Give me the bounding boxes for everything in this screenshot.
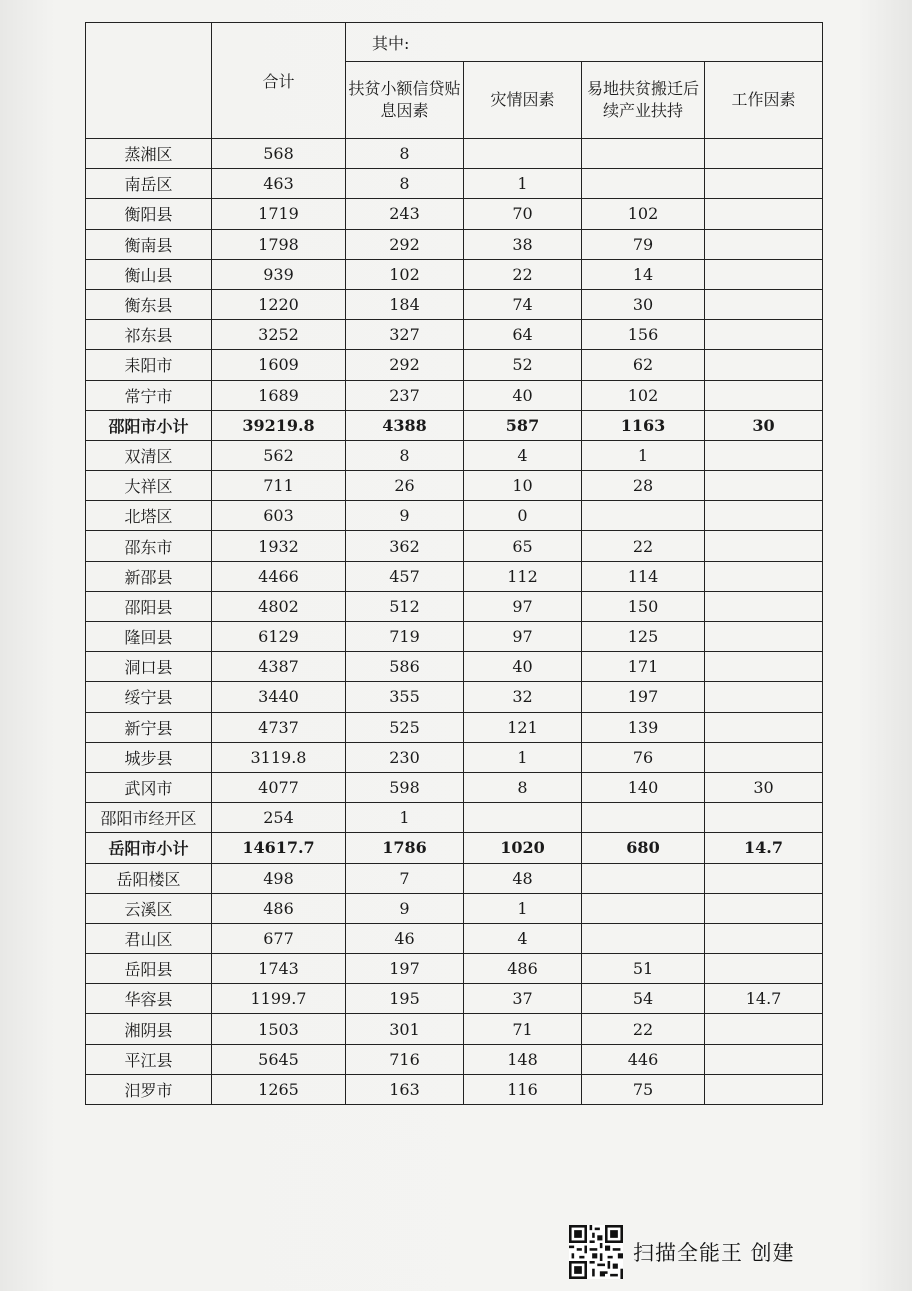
work-value xyxy=(705,1014,823,1044)
total-value: 1932 xyxy=(212,531,346,561)
microcredit-value: 8 xyxy=(346,169,464,199)
work-value xyxy=(705,440,823,470)
relocation-value: 156 xyxy=(582,320,705,350)
disaster-value: 40 xyxy=(464,652,582,682)
total-value: 6129 xyxy=(212,622,346,652)
disaster-value: 0 xyxy=(464,501,582,531)
relocation-value: 139 xyxy=(582,712,705,742)
work-value xyxy=(705,742,823,772)
disaster-value: 48 xyxy=(464,863,582,893)
header-col-relocation: 易地扶贫搬迁后续产业扶持 xyxy=(582,62,705,139)
region-name: 湘阴县 xyxy=(86,1014,212,1044)
disaster-value: 22 xyxy=(464,259,582,289)
work-value xyxy=(705,380,823,410)
disaster-value: 70 xyxy=(464,199,582,229)
total-value: 254 xyxy=(212,803,346,833)
region-name: 祁东县 xyxy=(86,320,212,350)
relocation-value xyxy=(582,803,705,833)
relocation-value: 1 xyxy=(582,440,705,470)
disaster-value: 71 xyxy=(464,1014,582,1044)
subtotal-row xyxy=(86,833,823,863)
total-value: 3252 xyxy=(212,320,346,350)
relocation-value: 140 xyxy=(582,772,705,802)
table-row xyxy=(86,1044,823,1074)
relocation-value: 125 xyxy=(582,622,705,652)
table-row xyxy=(86,169,823,199)
table-row xyxy=(86,501,823,531)
microcredit-value: 719 xyxy=(346,622,464,652)
microcredit-value: 716 xyxy=(346,1044,464,1074)
scanner-watermark xyxy=(569,1222,795,1282)
table-row xyxy=(86,350,823,380)
table-row xyxy=(86,531,823,561)
microcredit-value: 9 xyxy=(346,893,464,923)
relocation-value: 22 xyxy=(582,531,705,561)
relocation-value: 197 xyxy=(582,682,705,712)
region-name: 君山区 xyxy=(86,923,212,953)
region-name: 邵阳市经开区 xyxy=(86,803,212,833)
microcredit-value: 163 xyxy=(346,1074,464,1104)
disaster-value: 1 xyxy=(464,169,582,199)
region-name: 城步县 xyxy=(86,742,212,772)
total-value: 1265 xyxy=(212,1074,346,1104)
qr-code-icon xyxy=(569,1225,623,1279)
relocation-value: 150 xyxy=(582,591,705,621)
total-value: 4466 xyxy=(212,561,346,591)
relocation-value: 30 xyxy=(582,289,705,319)
watermark-text: 扫描全能王 创建 xyxy=(633,1241,795,1265)
relocation-value: 102 xyxy=(582,380,705,410)
microcredit-value: 362 xyxy=(346,531,464,561)
work-value xyxy=(705,1044,823,1074)
total-value: 568 xyxy=(212,139,346,169)
total-value: 1719 xyxy=(212,199,346,229)
header-region-cell xyxy=(86,23,212,139)
disaster-value: 587 xyxy=(464,410,582,440)
table-row xyxy=(86,652,823,682)
total-value: 486 xyxy=(212,893,346,923)
relocation-value: 79 xyxy=(582,229,705,259)
microcredit-value: 102 xyxy=(346,259,464,289)
relocation-value: 54 xyxy=(582,984,705,1014)
total-value: 5645 xyxy=(212,1044,346,1074)
total-value: 4387 xyxy=(212,652,346,682)
microcredit-value: 1786 xyxy=(346,833,464,863)
relocation-value: 14 xyxy=(582,259,705,289)
total-value: 562 xyxy=(212,440,346,470)
total-value: 14617.7 xyxy=(212,833,346,863)
disaster-value: 74 xyxy=(464,289,582,319)
disaster-value: 148 xyxy=(464,1044,582,1074)
disaster-value: 112 xyxy=(464,561,582,591)
region-name: 平江县 xyxy=(86,1044,212,1074)
microcredit-value: 8 xyxy=(346,139,464,169)
table-row xyxy=(86,893,823,923)
header-col-work: 工作因素 xyxy=(705,62,823,139)
table-row xyxy=(86,984,823,1014)
work-value xyxy=(705,712,823,742)
region-name: 汨罗市 xyxy=(86,1074,212,1104)
total-value: 4802 xyxy=(212,591,346,621)
disaster-value: 32 xyxy=(464,682,582,712)
work-value xyxy=(705,259,823,289)
work-value xyxy=(705,531,823,561)
disaster-value: 38 xyxy=(464,229,582,259)
relocation-value: 171 xyxy=(582,652,705,682)
relocation-value: 680 xyxy=(582,833,705,863)
region-name: 衡东县 xyxy=(86,289,212,319)
total-value: 939 xyxy=(212,259,346,289)
total-value: 1798 xyxy=(212,229,346,259)
region-name: 衡山县 xyxy=(86,259,212,289)
work-value xyxy=(705,289,823,319)
total-value: 603 xyxy=(212,501,346,531)
region-name: 蒸湘区 xyxy=(86,139,212,169)
table-row xyxy=(86,591,823,621)
disaster-value: 37 xyxy=(464,984,582,1014)
region-name: 云溪区 xyxy=(86,893,212,923)
work-value xyxy=(705,682,823,712)
table-row xyxy=(86,320,823,350)
region-name: 邵阳县 xyxy=(86,591,212,621)
total-value: 1503 xyxy=(212,1014,346,1044)
disaster-value: 1020 xyxy=(464,833,582,863)
microcredit-value: 292 xyxy=(346,229,464,259)
total-value: 3119.8 xyxy=(212,742,346,772)
microcredit-value: 457 xyxy=(346,561,464,591)
work-value xyxy=(705,501,823,531)
disaster-value: 97 xyxy=(464,622,582,652)
disaster-value: 97 xyxy=(464,591,582,621)
table-row xyxy=(86,139,823,169)
disaster-value: 121 xyxy=(464,712,582,742)
table-row xyxy=(86,772,823,802)
table-row xyxy=(86,471,823,501)
header-col-microcredit: 扶贫小额信贷贴息因素 xyxy=(346,62,464,139)
table-row xyxy=(86,289,823,319)
work-value: 30 xyxy=(705,772,823,802)
work-value xyxy=(705,591,823,621)
region-name: 双清区 xyxy=(86,440,212,470)
table-row xyxy=(86,803,823,833)
relocation-value: 75 xyxy=(582,1074,705,1104)
header-row-1 xyxy=(86,23,823,62)
region-name: 常宁市 xyxy=(86,380,212,410)
region-name: 绥宁县 xyxy=(86,682,212,712)
region-name: 南岳区 xyxy=(86,169,212,199)
microcredit-value: 7 xyxy=(346,863,464,893)
region-name: 岳阳市小计 xyxy=(86,833,212,863)
table-row xyxy=(86,1074,823,1104)
relocation-value xyxy=(582,139,705,169)
work-value xyxy=(705,169,823,199)
disaster-value: 8 xyxy=(464,772,582,802)
work-value: 14.7 xyxy=(705,984,823,1014)
work-value xyxy=(705,1074,823,1104)
table-row xyxy=(86,682,823,712)
table-row xyxy=(86,742,823,772)
work-value xyxy=(705,561,823,591)
region-name: 耒阳市 xyxy=(86,350,212,380)
microcredit-value: 237 xyxy=(346,380,464,410)
table-row xyxy=(86,380,823,410)
work-value xyxy=(705,229,823,259)
total-value: 1220 xyxy=(212,289,346,319)
relocation-value: 76 xyxy=(582,742,705,772)
relocation-value: 62 xyxy=(582,350,705,380)
header-qizhong: 其中: xyxy=(346,23,823,62)
region-name: 岳阳楼区 xyxy=(86,863,212,893)
region-name: 华容县 xyxy=(86,984,212,1014)
total-value: 39219.8 xyxy=(212,410,346,440)
total-value: 1609 xyxy=(212,350,346,380)
microcredit-value: 26 xyxy=(346,471,464,501)
work-value xyxy=(705,320,823,350)
total-value: 711 xyxy=(212,471,346,501)
microcredit-value: 525 xyxy=(346,712,464,742)
disaster-value: 64 xyxy=(464,320,582,350)
microcredit-value: 8 xyxy=(346,440,464,470)
work-value xyxy=(705,139,823,169)
total-value: 463 xyxy=(212,169,346,199)
header-total: 合计 xyxy=(212,23,346,139)
relocation-value: 114 xyxy=(582,561,705,591)
work-value xyxy=(705,803,823,833)
work-value xyxy=(705,652,823,682)
work-value xyxy=(705,863,823,893)
allocation-table xyxy=(85,22,823,1105)
region-name: 大祥区 xyxy=(86,471,212,501)
work-value xyxy=(705,893,823,923)
region-name: 武冈市 xyxy=(86,772,212,802)
relocation-value: 51 xyxy=(582,954,705,984)
microcredit-value: 230 xyxy=(346,742,464,772)
disaster-value: 40 xyxy=(464,380,582,410)
total-value: 1743 xyxy=(212,954,346,984)
relocation-value: 1163 xyxy=(582,410,705,440)
microcredit-value: 4388 xyxy=(346,410,464,440)
disaster-value: 486 xyxy=(464,954,582,984)
disaster-value: 4 xyxy=(464,440,582,470)
relocation-value xyxy=(582,863,705,893)
disaster-value xyxy=(464,139,582,169)
microcredit-value: 301 xyxy=(346,1014,464,1044)
region-name: 衡南县 xyxy=(86,229,212,259)
microcredit-value: 46 xyxy=(346,923,464,953)
microcredit-value: 586 xyxy=(346,652,464,682)
header-col-disaster: 灾情因素 xyxy=(464,62,582,139)
table-row xyxy=(86,1014,823,1044)
table-row xyxy=(86,561,823,591)
disaster-value xyxy=(464,803,582,833)
disaster-value: 1 xyxy=(464,893,582,923)
disaster-value: 1 xyxy=(464,742,582,772)
microcredit-value: 243 xyxy=(346,199,464,229)
disaster-value: 116 xyxy=(464,1074,582,1104)
region-name: 新宁县 xyxy=(86,712,212,742)
total-value: 4737 xyxy=(212,712,346,742)
relocation-value xyxy=(582,923,705,953)
region-name: 北塔区 xyxy=(86,501,212,531)
work-value: 30 xyxy=(705,410,823,440)
microcredit-value: 195 xyxy=(346,984,464,1014)
microcredit-value: 184 xyxy=(346,289,464,319)
disaster-value: 4 xyxy=(464,923,582,953)
microcredit-value: 1 xyxy=(346,803,464,833)
total-value: 1689 xyxy=(212,380,346,410)
region-name: 邵东市 xyxy=(86,531,212,561)
total-value: 1199.7 xyxy=(212,984,346,1014)
table-row xyxy=(86,923,823,953)
microcredit-value: 355 xyxy=(346,682,464,712)
work-value xyxy=(705,923,823,953)
work-value xyxy=(705,471,823,501)
disaster-value: 65 xyxy=(464,531,582,561)
work-value xyxy=(705,954,823,984)
region-name: 衡阳县 xyxy=(86,199,212,229)
table-row xyxy=(86,229,823,259)
disaster-value: 52 xyxy=(464,350,582,380)
work-value: 14.7 xyxy=(705,833,823,863)
relocation-value: 28 xyxy=(582,471,705,501)
microcredit-value: 292 xyxy=(346,350,464,380)
table-row xyxy=(86,863,823,893)
relocation-value: 102 xyxy=(582,199,705,229)
table-row xyxy=(86,954,823,984)
region-name: 洞口县 xyxy=(86,652,212,682)
table-row xyxy=(86,622,823,652)
table-row xyxy=(86,712,823,742)
work-value xyxy=(705,350,823,380)
table-row xyxy=(86,440,823,470)
microcredit-value: 512 xyxy=(346,591,464,621)
work-value xyxy=(705,199,823,229)
microcredit-value: 9 xyxy=(346,501,464,531)
relocation-value xyxy=(582,501,705,531)
microcredit-value: 327 xyxy=(346,320,464,350)
disaster-value: 10 xyxy=(464,471,582,501)
relocation-value xyxy=(582,169,705,199)
microcredit-value: 598 xyxy=(346,772,464,802)
relocation-value xyxy=(582,893,705,923)
region-name: 岳阳县 xyxy=(86,954,212,984)
relocation-value: 22 xyxy=(582,1014,705,1044)
total-value: 498 xyxy=(212,863,346,893)
region-name: 隆回县 xyxy=(86,622,212,652)
table-row xyxy=(86,259,823,289)
region-name: 新邵县 xyxy=(86,561,212,591)
table-row xyxy=(86,199,823,229)
relocation-value: 446 xyxy=(582,1044,705,1074)
total-value: 3440 xyxy=(212,682,346,712)
work-value xyxy=(705,622,823,652)
microcredit-value: 197 xyxy=(346,954,464,984)
total-value: 4077 xyxy=(212,772,346,802)
subtotal-row xyxy=(86,410,823,440)
region-name: 邵阳市小计 xyxy=(86,410,212,440)
total-value: 677 xyxy=(212,923,346,953)
